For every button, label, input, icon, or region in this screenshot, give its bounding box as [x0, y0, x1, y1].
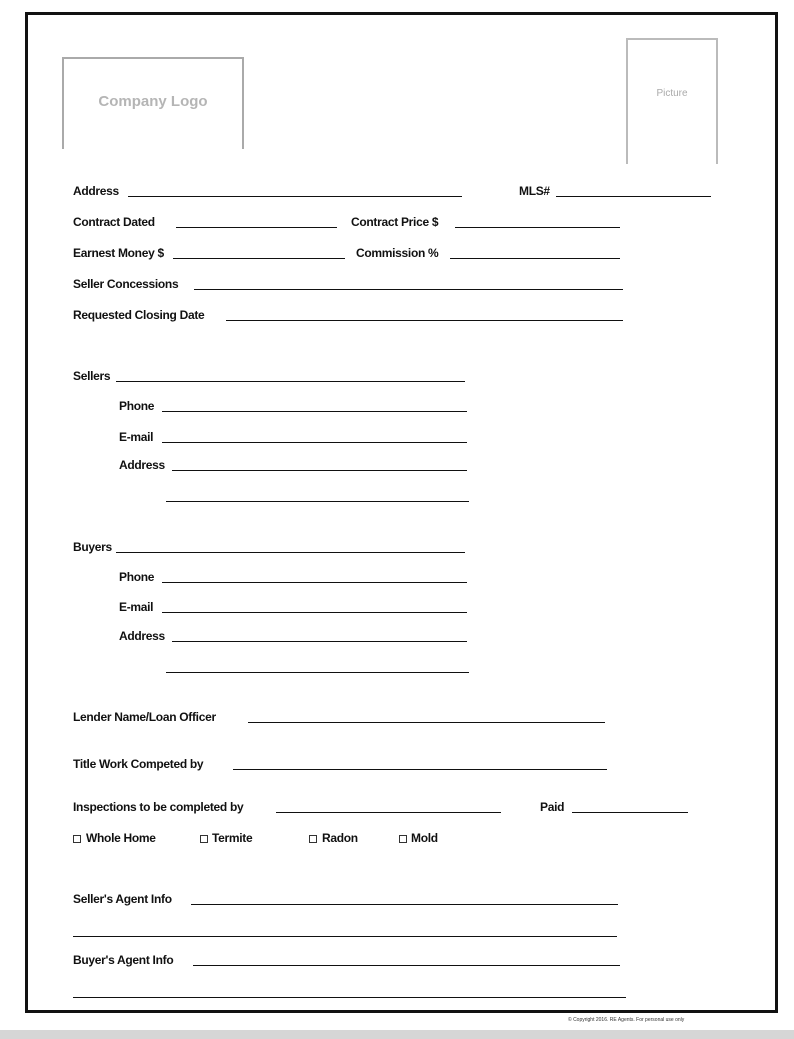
buyers-email-label: E-mail: [119, 600, 154, 614]
termite-label: Termite: [212, 831, 253, 845]
termite-checkbox[interactable]: [200, 835, 208, 843]
buyers-address-field[interactable]: [172, 641, 467, 642]
address-label: Address: [73, 184, 119, 198]
contract-dated-field[interactable]: [176, 227, 337, 228]
whole-home-checkbox[interactable]: [73, 835, 81, 843]
picture-text: Picture: [656, 88, 688, 99]
inspections-field[interactable]: [276, 812, 501, 813]
title-work-field[interactable]: [233, 769, 607, 770]
closing-date-label: Requested Closing Date: [73, 308, 205, 322]
buyers-email-field[interactable]: [162, 612, 467, 613]
lender-label: Lender Name/Loan Officer: [73, 710, 216, 724]
seller-concessions-field[interactable]: [194, 289, 623, 290]
mls-label: MLS#: [519, 184, 550, 198]
lender-field[interactable]: [248, 722, 605, 723]
sellers-address-label: Address: [119, 458, 165, 472]
buyer-agent-label: Buyer's Agent Info: [73, 953, 174, 967]
contract-price-field[interactable]: [455, 227, 620, 228]
logo-text: Company Logo: [98, 93, 208, 110]
commission-field[interactable]: [450, 258, 620, 259]
buyer-agent-line2[interactable]: [73, 997, 626, 998]
title-work-label: Title Work Competed by: [73, 757, 204, 771]
buyers-label: Buyers: [73, 540, 112, 554]
buyers-address-line2[interactable]: [166, 672, 469, 673]
copyright-footer: © Copyright 2016. RE Agents. For personal use only: [568, 1017, 685, 1023]
earnest-money-field[interactable]: [173, 258, 345, 259]
buyers-phone-field[interactable]: [162, 582, 467, 583]
commission-label: Commission %: [356, 246, 439, 260]
page-bottom-edge: [0, 1030, 794, 1039]
sellers-email-label: E-mail: [119, 430, 154, 444]
sellers-email-field[interactable]: [162, 442, 467, 443]
mold-label: Mold: [411, 831, 438, 845]
radon-label: Radon: [322, 831, 358, 845]
contract-dated-label: Contract Dated: [73, 215, 155, 229]
mold-checkbox[interactable]: [399, 835, 407, 843]
seller-concessions-label: Seller Concessions: [73, 277, 179, 291]
sellers-label: Sellers: [73, 369, 111, 383]
sellers-phone-label: Phone: [119, 399, 155, 413]
company-logo-placeholder: [62, 57, 244, 149]
paid-label: Paid: [540, 800, 565, 814]
radon-checkbox[interactable]: [309, 835, 317, 843]
sellers-address-line2[interactable]: [166, 501, 469, 502]
paid-field[interactable]: [572, 812, 688, 813]
buyers-address-label: Address: [119, 629, 165, 643]
closing-date-field[interactable]: [226, 320, 623, 321]
sellers-address-field[interactable]: [172, 470, 467, 471]
buyers-field[interactable]: [116, 552, 465, 553]
seller-agent-field[interactable]: [191, 904, 618, 905]
address-field[interactable]: [128, 196, 462, 197]
contract-price-label: Contract Price $: [351, 215, 439, 229]
sellers-phone-field[interactable]: [162, 411, 467, 412]
buyer-agent-field[interactable]: [193, 965, 620, 966]
seller-agent-label: Seller's Agent Info: [73, 892, 172, 906]
whole-home-label: Whole Home: [86, 831, 156, 845]
sellers-field[interactable]: [116, 381, 465, 382]
seller-agent-line2[interactable]: [73, 936, 617, 937]
mls-field[interactable]: [556, 196, 711, 197]
buyers-phone-label: Phone: [119, 570, 155, 584]
earnest-money-label: Earnest Money $: [73, 246, 164, 260]
inspections-label: Inspections to be completed by: [73, 800, 244, 814]
picture-placeholder: [626, 38, 718, 164]
